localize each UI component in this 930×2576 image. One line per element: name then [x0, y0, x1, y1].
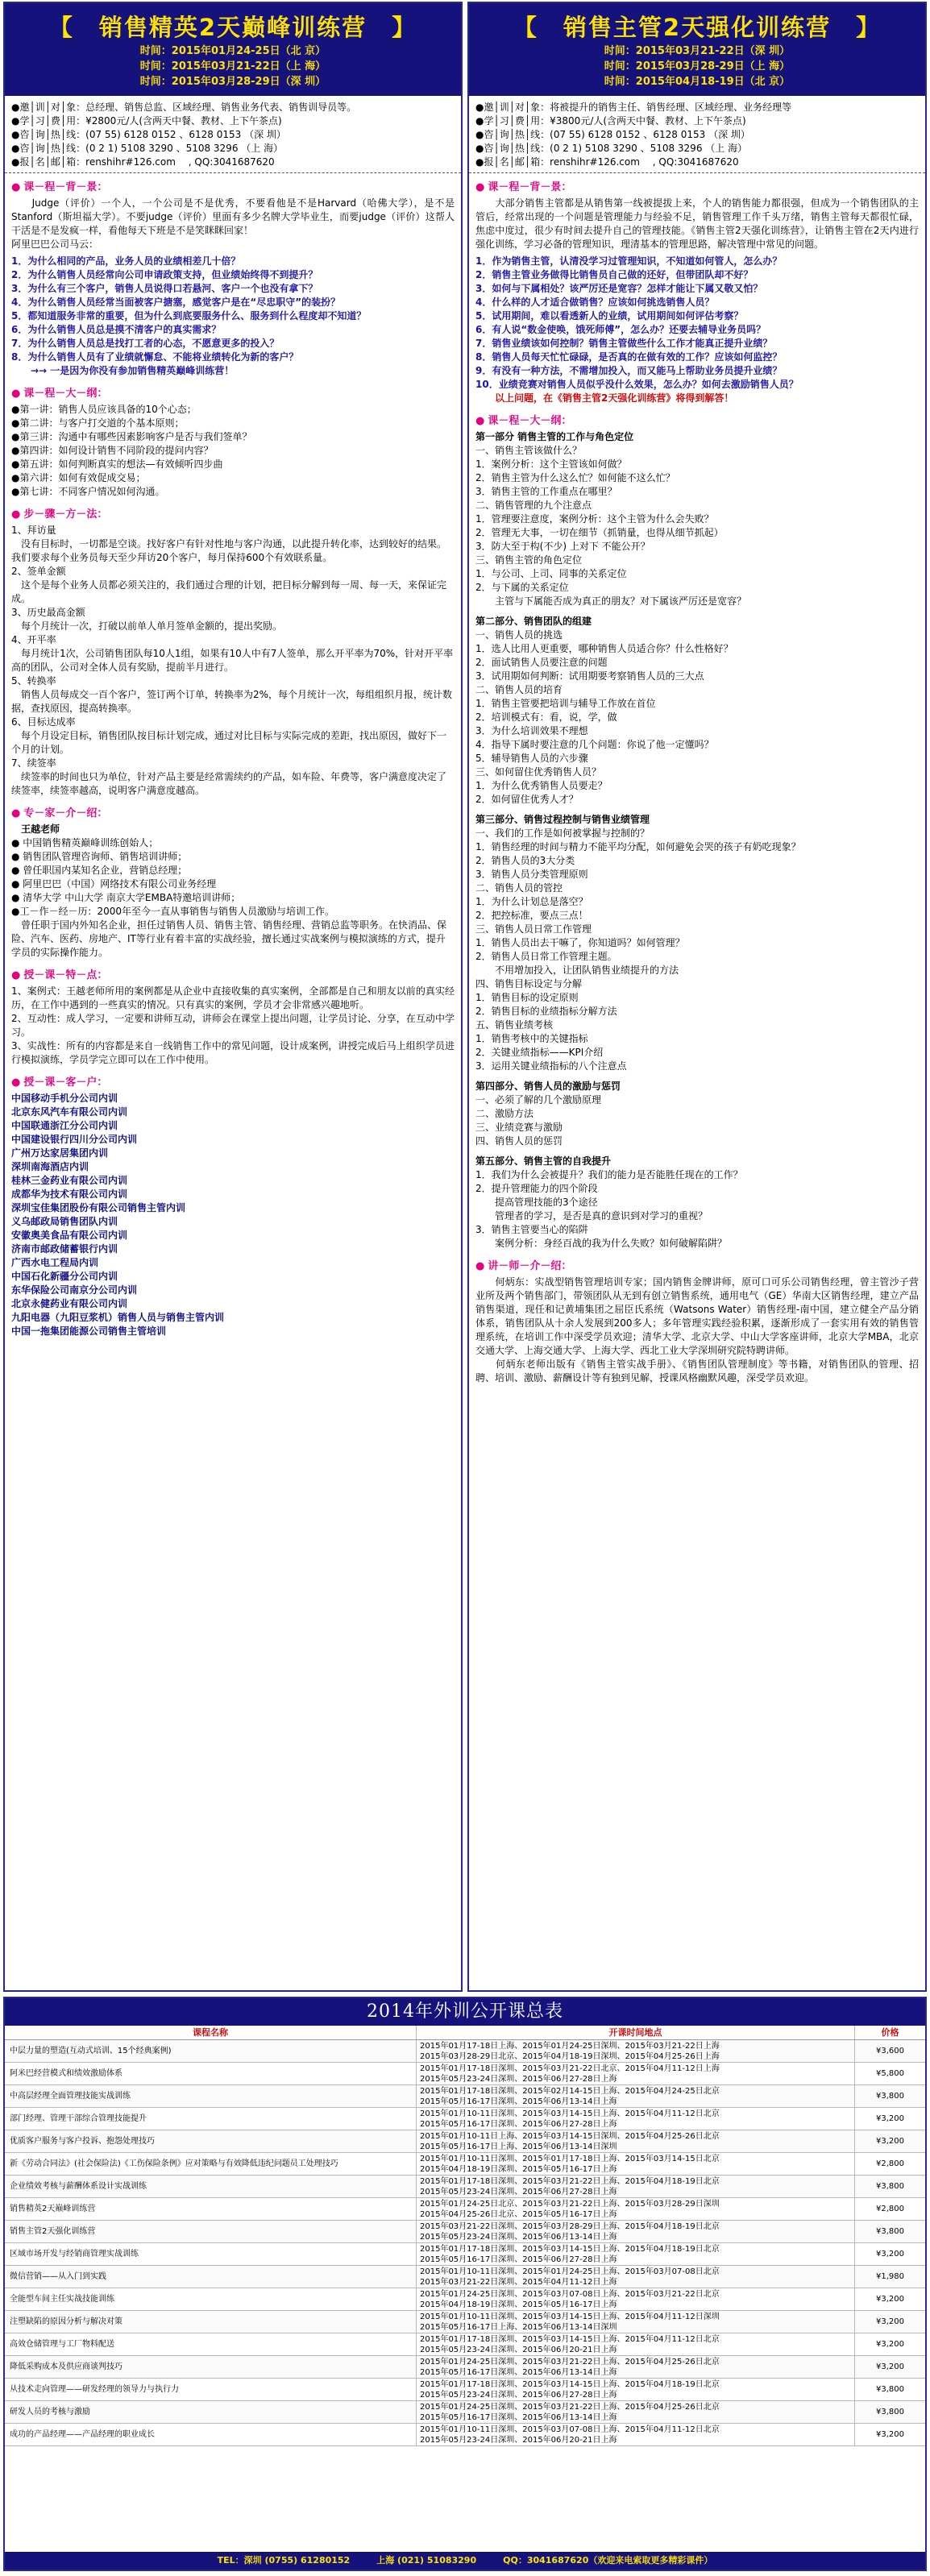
course-dates-cell: 2015年01月17-18日深圳、2015年03月14-15日上海、2015年04月18-19日北京 2015年05月16-17日深圳、2015年06月27-28日上海	[416, 2243, 854, 2265]
right-outline-item: 2．销售人员日常工作管理主题。	[475, 951, 617, 962]
left-outline-heading: ● 课－程－大－纲：	[11, 388, 108, 400]
course-price-cell: ¥2,800	[854, 2153, 925, 2175]
right-outline-item: 2．销售主管为什么这么忙？如何能不这么忙？	[475, 472, 675, 483]
right-outline-item: 1．销售经理的时间与精力不能平均分配，如何避免会哭的孩子有奶吃现象？	[475, 841, 801, 852]
course-dates-cell: 2015年01月17-18日深圳、2015年03月21-22日上海、2015年04月18-19日北京 2015年05月23-24日深圳、2015年06月27-28日上海	[416, 2176, 854, 2197]
course-dates-cell: 2015年01月24-25日深圳、2015年03月07-08日上海、2015年03月21-22日北京 2015年04月18-19日深圳、2015年05月16-17日上海	[416, 2288, 854, 2310]
course-dates-cell: 2015年01月17-18日深圳、2015年03月14-15日上海、2015年04月18-19日北京 2015年05月23-24日深圳、2015年06月27-28日上海	[416, 2379, 854, 2400]
course-dates-cell: 2015年03月21-22日深圳、2015年03月28-29日上海、2015年04月18-19日北京 2015年05月23-24日深圳、2015年06月13-14日上海	[416, 2221, 854, 2242]
right-outline-item: 一、我们的工作是如何被掌握与控制的？	[475, 828, 650, 839]
left-date-2: 时间：2015年03月21-22日（上 海）	[139, 60, 326, 73]
right-outline-item: 第三部分、销售过程控制与销售业绩管理	[475, 814, 650, 825]
course-name-cell[interactable]: 微信营销——从入门到实践	[10, 2272, 106, 2281]
right-question-9: 9．有没有一种方法，不需增加投入，而又能马上帮助业务员提升业绩？	[475, 365, 783, 376]
course-price-cell: ¥3,200	[854, 2288, 925, 2310]
right-question-10: 10．业绩竞赛对销售人员似乎没什么效果，怎么办？如何去激励销售人员？	[475, 379, 799, 390]
client-item: 中国移动手机分公司内训	[11, 1093, 118, 1104]
course-name-cell[interactable]: 企业绩效考核与薪酬体系设计实战训练	[10, 2182, 147, 2191]
left-course-title: 【 销售精英2天巅峰训练营 】	[48, 14, 417, 41]
right-question-8: 8．销售人员每天忙忙碌碌，是否真的在做有效的工作？应该如何监控？	[475, 351, 783, 363]
right-outline-item: 2．如何留住优秀人才？	[475, 794, 579, 805]
left-expert-item-4: ● 阿里巴巴（中国）网络技术有限公司业务经理	[11, 878, 217, 890]
left-features-text: 1、案例式：王越老师所用的案例都是从企业中直接收集的真实案例，全部都是自己和朋友以前的真实经历，在工作中遇到的一些真实的情况。只有真实的案例，学员才会非常感兴趣地听。 2、互动性：成人学习，一定要和讲师互动，讲师会在课堂上提出问题，让学员讨论、分享，在互动中学习。 3、实战性：所有的内容都是来自一线销售工作中的常见问题，设计成案例，讲授完成后马上组织学员进行模拟演练，学员学完立即可以在工作中使用。	[11, 985, 455, 1065]
left-date-3: 时间：2015年03月28-29日（深 圳）	[139, 76, 326, 88]
right-outline-item: 2．销售人员的3大分类	[475, 855, 575, 866]
left-method-heading: ● 步－骤－方－法：	[11, 508, 108, 521]
left-method-3-title: 3、历史最高金额	[11, 607, 85, 618]
left-question-conclusion: →→ 一是因为你没有参加销售精英巅峰训练营！	[11, 365, 235, 376]
course-name-cell[interactable]: 成功的产品经理——产品经理的职业成长	[10, 2430, 155, 2439]
course-dates-cell: 2015年01月17-18日深圳、2015年03月21-22日北京、2015年04月11-12日上海 2015年05月23-24日深圳、2015年06月27-28日上海	[416, 2063, 854, 2084]
right-expert-text: 何炳东：实战型销售管理培训专家；国内销售金牌讲师，原可口可乐公司销售经理，曾主管沙子营业所及两个销售部门，带领团队从无到有创立销售系统，通用电气（GE）华南大区销售经理，建立产品销售渠道，现任和记黄埔集团之屈臣氏系统（Watsons Water）销售经理-南中国，建立健全产品分销体系，销售团队从十余人发展到200多人；多年管理实践经验积累，逐渐形成了一套实用有效的销售管理系统，在培训工作中深受学员欢迎；清华大学、北京大学、中山大学客座讲师，北京大学MBA，北京交通大学、上海交通大学、上海大学、西北工业大学深圳研究院特聘讲师。 何炳东老师出版有《销售主管实战手册》、《销售团队管理制度》等书籍，对销售团队的管理、招聘、培训、激励、薪酬设计等有独到见解，授课风格幽默风趣，深受学员欢迎。	[475, 1276, 919, 1383]
course-name-cell[interactable]: 全能型车间主任实战技能训练	[10, 2295, 114, 2304]
right-outline-item: 二、销售管理的九个注意点	[475, 500, 592, 511]
right-outline-item: 2．培训模式有：看，说，学，做	[475, 711, 617, 723]
right-outline-item: 2．关键业绩指标——KPI介绍	[475, 1047, 604, 1058]
right-outline-item: 三、销售人员日常工作管理	[475, 923, 592, 935]
right-outline-item: 2．把控标准，要点三点！	[475, 910, 588, 921]
right-outline-item: 二、销售人员的培育	[475, 684, 563, 695]
left-outline-list	[5, 401, 461, 500]
right-outline-item: 2．销售目标的业绩指标分解方法	[475, 1006, 617, 1017]
right-question-2: 2．销售主管业务做得比销售员自己做的还好，但带团队却不好？	[475, 269, 754, 280]
client-item: 中国建设银行四川分公司内训	[11, 1134, 138, 1145]
right-outline-item: 1．为什么计划总是落空？	[475, 896, 588, 907]
course-dates-cell: 2015年01月10-11日深圳、2015年03月07-08日上海、2015年04月11-12日北京 2015年05月23-24日深圳、2015年06月20-21日上海	[416, 2424, 854, 2445]
right-outline-item: 5．辅导销售人员的六步骤	[475, 753, 588, 764]
right-outline-item: 3．防大至于构(不少) 上对下 不能公开？	[475, 541, 650, 552]
course-columns	[3, 2, 927, 1992]
client-item: 九阳电器（九阳豆浆机）销售人员与销售主管内训	[11, 1312, 225, 1323]
left-question-1: 1．为什么相同的产品，业务人员的业绩相差几十倍？	[11, 255, 241, 267]
course-name-cell[interactable]: 优质客户服务与客户投诉、抱怨处理技巧	[10, 2137, 155, 2146]
right-date-1: 时间：2015年03月21-22日（深 圳）	[604, 45, 791, 57]
right-course-panel	[467, 2, 927, 1992]
right-banner	[469, 3, 925, 96]
course-name-cell[interactable]: 降低采购成本及供应商谈判技巧	[10, 2362, 122, 2371]
right-outline-item: 1．我们为什么会被提升？我们的能力是否能胜任现在的工作？	[475, 1169, 743, 1180]
table-row	[5, 2288, 925, 2311]
right-date-2: 时间：2015年03月28-29日（上 海）	[604, 60, 791, 73]
right-outline-item: 3．为什么培训效果不理想	[475, 725, 588, 736]
course-dates-cell: 2015年01月24-25日深圳、2015年03月21-22日上海、2015年04月25-26日北京 2015年05月16-17日深圳、2015年06月13-14日上海	[416, 2401, 854, 2423]
right-expert-heading: ● 讲－师－介－绍：	[475, 1260, 572, 1272]
left-method-3-text: 每个月统计一次，打破以前单人单月签单金额的，提出奖励。	[11, 620, 283, 632]
left-method-4-text: 每月统计1次，公司销售团队每10人1组，如果有10人中有7人签单，那么开平率为70%，针对开平率高的团队，公司对全体人员有奖励，提前半月进行。	[11, 648, 454, 673]
right-question-6: 6．有人说“数金使唤，饿死师傅”，怎么办？还要去辅导业务员吗？	[475, 324, 766, 335]
table-row	[5, 2379, 925, 2401]
course-name-cell[interactable]: 销售精英2天巅峰训练营	[10, 2205, 96, 2213]
left-info-phone-sz: ●咨│询│热│线：(07 55) 6128 0152 、6128 0153 （深 圳）	[11, 129, 286, 140]
client-item: 中国一拖集团能源公司销售主管培训	[11, 1325, 167, 1337]
left-question-8: 8．为什么销售人员有了业绩就懈怠、不能将业绩转化为新的客户？	[11, 351, 299, 363]
course-price-cell: ¥3,200	[854, 2311, 925, 2333]
right-info-audience: ●邀│训│对│象：将被提升的销售主任、销售经理、区域经理、业务经理等	[475, 102, 792, 113]
left-outline-2: ●第二讲：与客户打交道的个基本原则；	[11, 417, 185, 429]
contact-footer: TEL：深圳 (0755) 61280152 上海 (021) 51083290 QQ：3041687620（欢迎来电索取更多精彩课件）	[5, 2552, 925, 2570]
left-expert-item-3: ● 曾任职国内某知名企业，营销总经理；	[11, 865, 188, 876]
right-outline-item: 2．管理无大事，一切在细节（抓销量，也得从细节抓起）	[475, 527, 724, 538]
left-clients-heading: ● 授－课－客－户：	[11, 1076, 108, 1089]
left-method-6-text: 每个月设定目标，销售团队按目标计划完成，通过对比目标与实际完成的差距，找出原因，做好下一个月的计划。	[11, 730, 447, 755]
right-outline-item: 4．指导下属时要注意的几个问题：你说了他一定懂吗？	[475, 739, 714, 750]
table-row	[5, 2063, 925, 2085]
client-item: 济南市邮政储蓄银行内训	[11, 1243, 118, 1255]
course-price-cell: ¥5,800	[854, 2063, 925, 2084]
schedule-header-row	[5, 2026, 925, 2040]
course-name-cell[interactable]: 注塑缺陷的原因分析与解决对策	[10, 2317, 122, 2326]
left-outline-5: ●第五讲：如何判断真实的想法—有效倾听四步曲	[11, 458, 223, 470]
right-info-phone-sh: ●咨│询│热│线：(0 2 1) 5108 3290 、5108 3296 （上 海）	[475, 143, 748, 154]
course-name-cell[interactable]: 阿米巴经营模式和绩效激励体系	[10, 2069, 122, 2078]
course-dates-cell: 2015年01月17-18日深圳、2015年02月14-15日上海、2015年04月24-25日北京 2015年05月16-17日深圳、2015年06月13-14日上海	[416, 2085, 854, 2107]
client-item: 深圳南海酒店内训	[11, 1161, 89, 1172]
left-info-fee: ●学│习│费│用：¥2800元/人(含两天中餐、教材、上下午茶点)	[11, 115, 282, 127]
right-outline-item: 三、销售主管的角色定位	[475, 554, 583, 566]
left-banner	[5, 3, 461, 96]
right-outline-item: 1．销售考核中的关键指标	[475, 1033, 588, 1044]
schedule-table	[3, 1997, 927, 2571]
left-outline-4: ●第四讲：如何设计销售不同阶段的提问内容？	[11, 445, 214, 456]
right-outline-item: 三、业绩竞赛与激励	[475, 1122, 563, 1133]
course-dates-cell: 2015年01月17-18日深圳、2015年03月14-15日上海、2015年04月11-12日北京 2015年05月23-24日深圳、2015年06月20-21日上海	[416, 2333, 854, 2355]
right-outline-list	[469, 429, 925, 1252]
right-outline-item: 四、销售目标设定与分解	[475, 978, 583, 989]
course-name-cell[interactable]: 新《劳动合同法》(社会保险法)《工伤保险条例》应对策略与有效降低违纪问题员工处理技巧	[10, 2159, 338, 2168]
table-row	[5, 2401, 925, 2424]
right-background-text: 大部分销售主管都是从销售第一线被提拔上来，个人的销售能力都很强，但成为一个销售团队的主管后，经常出现的一个问题是管理能力与经验不足，销售管理工作千头万绪，销售主管每天都很忙碌，焦虑中度过，很少有时间去提升自己的管理技能。《销售主管2天强化训练营》，让销售主管在2天内进行强化训练，学习必备的管理知识，理清基本的管理思路，解决管理中常见的问题。	[475, 197, 919, 250]
left-question-7: 7．为什么销售人员总是找打工者的心态，不愿意更多的投入？	[11, 338, 280, 349]
right-outline-item: 案例分析：身经百战的我为什么失败？如何破解陷阱？	[475, 1238, 728, 1249]
left-date-1: 时间：2015年01月24-25日（北 京）	[139, 45, 326, 57]
right-outline-item: 1．选人比用人更重要，哪种销售人员适合你？什么性格好？	[475, 643, 733, 654]
course-price-cell: ¥2,800	[854, 2198, 925, 2220]
client-item: 广州万达家居集团内训	[11, 1147, 109, 1159]
course-price-cell: ¥3,200	[854, 2356, 925, 2378]
table-row	[5, 2266, 925, 2288]
left-clients-list	[5, 1090, 461, 1343]
course-dates-cell: 2015年01月10-11日深圳、2015年01月17-18日上海、2015年03月14-15日北京 2015年04月18-19日深圳、2015年05月16-17日上海	[416, 2153, 854, 2175]
left-expert-list	[5, 821, 461, 961]
table-row	[5, 2153, 925, 2176]
left-expert-item-1: ● 中国销售精英巅峰训练创始人；	[11, 837, 159, 848]
right-outline-item: 1．与公司、上司、同事的关系定位	[475, 568, 627, 579]
right-outline-item: 1．销售人员出去干嘛了，你知道吗？如何管理？	[475, 937, 685, 948]
right-outline-item: 一、销售主管该做什么？	[475, 445, 583, 456]
left-course-panel	[3, 2, 463, 1992]
client-item: 中国石化新疆分公司内训	[11, 1271, 118, 1282]
course-name-cell[interactable]: 部门经理、管理干部综合管理技能提升	[10, 2114, 147, 2123]
left-question-3: 3．为什么有三个客户，销售人员说得口若悬河、客户一个也没有拿下？	[11, 283, 318, 294]
left-info-email[interactable]: ●报│名│邮│箱：renshihr#126.com , QQ:3041687620	[11, 156, 275, 168]
left-method-6-title: 6、目标达成率	[11, 716, 76, 728]
right-question-3: 3．如何与下属相处？该严厉还是宽容？怎样才能让下属又敬又怕？	[475, 283, 763, 294]
course-dates-cell: 2015年01月24-25日北京、2015年03月21-22日上海、2015年03月28-29日深圳 2015年04月25-26日北京、2015年05月16-17日上海	[416, 2198, 854, 2220]
table-row	[5, 2130, 925, 2153]
left-info-block	[5, 96, 461, 173]
course-price-cell: ¥3,200	[854, 2333, 925, 2355]
right-course-title: 【 销售主管2天强化训练营 】	[513, 14, 882, 41]
course-price-cell: ¥3,800	[854, 2401, 925, 2423]
schedule-body	[5, 2040, 925, 2446]
client-item: 北京东风汽车有限公司内训	[11, 1106, 128, 1118]
right-outline-item: 3．销售主管的工作重点在哪里？	[475, 486, 617, 497]
table-row	[5, 2333, 925, 2356]
left-expert-experience-text: 曾任职于国内外知名企业，担任过销售人员、销售主管、销售经理、营销总监等职务。在快消品、保险、汽车、医药、房地产、IT等行业有着丰富的实战经验，擅长通过实战案例与模拟演练的方式，提升学员的实际操作能力。	[11, 919, 447, 958]
table-row	[5, 2108, 925, 2130]
left-question-4: 4．为什么销售人员经常当面被客户搪塞，感觉客户是在“尽忠职守”的装扮？	[11, 297, 341, 308]
right-outline-item: 二、销售人员的管控	[475, 882, 563, 894]
left-question-5: 5．都知道服务非常的重要，但为什么到底要服务什么、服务到什么程度却不知道？	[11, 310, 367, 321]
right-outline-item: 一、销售人员的挑选	[475, 629, 563, 641]
client-item: 广西水电工程局内训	[11, 1257, 99, 1268]
right-info-fee: ●学│习│费│用：¥3800元/人(含两天中餐、教材、上下午茶点)	[475, 115, 746, 127]
table-row	[5, 2424, 925, 2446]
right-question-7: 7．销售业绩该如何控制？销售主管做些什么工作才能真正提升业绩？	[475, 338, 773, 349]
course-name-cell[interactable]: 中层力量的塑造(互动式培训、15个经典案例)	[10, 2047, 172, 2055]
course-dates-cell: 2015年01月10-11日深圳、2015年01月24-25日上海、2015年03月07-08日北京 2015年03月21-22日深圳、2015年04月11-12日上海	[416, 2266, 854, 2288]
left-method-list	[5, 522, 461, 799]
left-background-questions	[5, 253, 461, 380]
table-row	[5, 2040, 925, 2063]
left-info-audience: ●邀│训│对│象：总经理、销售总监、区域经理、销售业务代表、销售训导员等。	[11, 102, 357, 113]
left-outline-7: ●第七讲：不同客户情况如何沟通。	[11, 486, 165, 497]
right-outline-item: 不用增加投入，让团队销售业绩提升的方法	[475, 964, 679, 976]
right-outline-item: 3．销售人员分类管理原则	[475, 869, 588, 880]
client-item: 义乌邮政局销售团队内训	[11, 1216, 118, 1227]
client-item: 深圳宝佳集团股份有限公司销售主管内训	[11, 1202, 186, 1213]
table-row	[5, 2198, 925, 2221]
course-dates-cell: 2015年01月17-18日上海、2015年01月24-25日深圳、2015年03月21-22日上海 2015年03月28-29日北京、2015年04月18-19日深圳、2015年04月25-26日上海	[416, 2040, 854, 2062]
left-background-heading: ● 课－程－背－景：	[11, 181, 108, 193]
header-price: 价格	[854, 2026, 925, 2039]
right-question-4: 4．什么样的人才适合做销售？应该如何挑选销售人员？	[475, 297, 715, 308]
right-outline-item: 一、必须了解的几个激励原理	[475, 1094, 602, 1105]
right-outline-item: 2．面试销售人员要注意的问题	[475, 657, 608, 668]
right-outline-item: 五、销售业绩考核	[475, 1019, 554, 1031]
table-row	[5, 2243, 925, 2266]
right-outline-item: 主管与下属能否成为真正的朋友？对下属该严厉还是宽容？	[475, 595, 747, 607]
right-outline-item: 管理者的学习，是否是真的意识到对学习的重视？	[475, 1210, 708, 1222]
left-method-7-text: 续签率的时间也只为单位，针对产品主要是经常需续约的产品，如车险、年费等，客户满意度决定了续签率，续签率越高，说明客户满意度越高。	[11, 771, 447, 796]
left-method-7-title: 7、续签率	[11, 757, 56, 769]
table-row	[5, 2085, 925, 2108]
course-price-cell: ¥3,600	[854, 2040, 925, 2062]
course-price-cell: ¥3,200	[854, 2108, 925, 2130]
right-info-email[interactable]: ●报│名│邮│箱：renshihr#126.com , QQ:3041687620	[475, 156, 739, 168]
right-background-questions	[469, 253, 925, 407]
right-outline-item: 第五部分、销售主管的自我提升	[475, 1155, 612, 1167]
right-outline-item: 1．销售目标的设定原则	[475, 992, 579, 1003]
course-dates-cell: 2015年01月10-11日深圳、2015年03月14-15日上海、2015年04月11-12日深圳 2015年05月16-17日上海、2015年06月13-14日深圳	[416, 2311, 854, 2333]
left-method-5-title: 5、转换率	[11, 675, 56, 687]
left-features-heading: ● 授－课－特－点：	[11, 969, 108, 981]
course-price-cell: ¥3,800	[854, 2221, 925, 2242]
right-outline-item: 第二部分、销售团队的组建	[475, 616, 592, 627]
left-method-2-text: 这个是每个业务人员都必须关注的，我们通过合理的计划，把目标分解到每一周、每一天，来保证完成。	[11, 579, 447, 604]
course-dates-cell: 2015年01月10-11日深圳、2015年03月14-15日上海、2015年04月11-12日北京 2015年05月16-17日深圳、2015年06月27-28日上海	[416, 2108, 854, 2130]
right-date-3: 时间：2015年04月18-19日（北 京）	[604, 76, 791, 88]
right-outline-item: 3．运用关键业绩指标的八个注意点	[475, 1060, 627, 1072]
left-expert-item-5: ● 清华大学 中山大学 南京大学EMBA特邀培训讲师；	[11, 892, 241, 903]
left-method-5-text: 销售人员每成交一百个客户，签订两个订单，转换率为2%，每个月统计一次，每组组织月报，统计数据，查找原因，提高转换率。	[11, 689, 453, 714]
course-name-cell[interactable]: 区域市场开发与经销商管理实战训练	[10, 2250, 139, 2259]
right-background-heading: ● 课－程－背－景：	[475, 181, 572, 193]
right-outline-item: 二、激励方法	[475, 1108, 534, 1119]
course-price-cell: ¥3,800	[854, 2176, 925, 2197]
course-dates-cell: 2015年01月24-25日深圳、2015年03月21-22日上海、2015年04月25-26日北京 2015年05月16-17日深圳、2015年06月13-14日上海	[416, 2356, 854, 2378]
right-outline-item: 1．案例分析：这个主管该如何做？	[475, 458, 627, 470]
left-expert-name: 王越老师	[11, 823, 60, 835]
table-row	[5, 2176, 925, 2198]
client-item: 桂林三金药业有限公司内训	[11, 1175, 128, 1186]
left-question-2: 2．为什么销售人员经常向公司申请政策支持，但业绩始终得不到提升？	[11, 269, 318, 280]
course-name-cell[interactable]: 销售主管2天强化训练营	[10, 2227, 96, 2236]
right-outline-item: 三、如何留住优秀销售人员？	[475, 766, 602, 778]
course-name-cell[interactable]: 高效仓储管理与工厂物料配送	[10, 2340, 114, 2349]
right-outline-item: 1．销售主管要把培训与辅导工作放在首位	[475, 698, 656, 709]
left-expert-item-2: ● 销售团队管理咨询师、销售培训讲师；	[11, 851, 188, 862]
left-expert-heading: ● 专－家－介－绍：	[11, 807, 108, 819]
right-question-1: 1．作为销售主管，认清没学习过管理知识，不知道如何管人，怎么办？	[475, 255, 783, 267]
course-dates-cell: 2015年01月10-11日上海、2015年03月14-15日深圳、2015年04月25-26日北京 2015年05月16-17日上海、2015年06月13-14日深圳	[416, 2130, 854, 2152]
left-info-phone-sh: ●咨│询│热│线：(0 2 1) 5108 3290 、5108 3296 （上 海）	[11, 143, 284, 154]
left-outline-3: ●第三讲：沟通中有哪些因素影响客户是否与我们签单？	[11, 431, 252, 442]
left-outline-1: ●第一讲：销售人员应该具备的10个心态；	[11, 404, 197, 415]
left-expert-experience-title: ●工－作－经－历：2000年至今一直从事销售与销售人员激励与培训工作。	[11, 906, 335, 917]
course-price-cell: ¥3,200	[854, 2130, 925, 2152]
right-outline-item: 1．为什么优秀销售人员要走？	[475, 780, 608, 791]
right-info-block	[469, 96, 925, 173]
right-outline-item: 2．提升管理能力的四个阶段	[475, 1183, 598, 1194]
table-row	[5, 2311, 925, 2333]
course-price-cell: ¥3,200	[854, 2424, 925, 2445]
right-question-conclusion: 以上问题，在《销售主管2天强化训练营》将得到解答！	[475, 392, 734, 404]
header-dates: 开课时间地点	[416, 2026, 854, 2039]
left-question-6: 6．为什么销售人员总是摸不清客户的真实需求？	[11, 324, 222, 335]
left-method-4-title: 4、开平率	[11, 634, 56, 645]
right-outline-item	[475, 1148, 919, 1155]
right-outline-item	[475, 1073, 919, 1080]
client-item: 北京永健药业有限公司内训	[11, 1298, 128, 1309]
right-outline-item: 第四部分、销售人员的激励与惩罚	[475, 1081, 621, 1092]
client-item: 中国联通浙江分公司内训	[11, 1120, 118, 1131]
course-name-cell[interactable]: 中高层经理全面管理技能实战训练	[10, 2092, 131, 2101]
course-price-cell: ¥3,800	[854, 2379, 925, 2400]
header-course-name: 课程名称	[193, 2026, 228, 2038]
left-method-1-title: 1、拜访量	[11, 525, 56, 536]
right-outline-item	[475, 807, 919, 813]
client-item: 东华保险公司南京分公司内训	[11, 1284, 138, 1296]
right-outline-item: 第一部分 销售主管的工作与角色定位	[475, 431, 634, 442]
right-outline-item: 2．与下属的关系定位	[475, 582, 569, 593]
course-price-cell: ¥3,200	[854, 2243, 925, 2265]
right-outline-item: 四、销售人员的惩罚	[475, 1135, 563, 1147]
left-outline-6: ●第六讲：如何有效促成交易；	[11, 472, 146, 483]
client-item: 成都华为技术有限公司内训	[11, 1188, 128, 1200]
schedule-title: 2014年外训公开课总表	[5, 1998, 925, 2026]
table-row	[5, 2221, 925, 2243]
right-outline-item: 提高管理技能的3个途径	[475, 1197, 598, 1208]
right-info-phone-sz: ●咨│询│热│线：(07 55) 6128 0152 、6128 0153 （深 圳）	[475, 129, 750, 140]
right-outline-item: 3．试用期如何判断：试用期要考察销售人员的三大点	[475, 670, 704, 682]
right-outline-heading: ● 课－程－大－纲：	[475, 415, 572, 427]
table-row	[5, 2356, 925, 2379]
course-name-cell[interactable]: 研发人员的考核与激励	[10, 2408, 90, 2416]
left-background-text: Judge（评价）一个人，一个公司是不是优秀，不要看他是不是Harvard（哈佛大学），是不是Stanford（斯坦福大学）。不要judge（评价）里面有多少名牌大学毕业生，而要judge（评价）这帮人干活是不是发疯一样，看他每天下班是不是笑眯眯回家！ 阿里巴巴公司马云：	[11, 197, 455, 250]
right-question-5: 5．试用期间，难以看透新人的业绩，试用期间如何评估考察？	[475, 310, 744, 321]
course-name-cell[interactable]: 从技术走向管理——研发经理的领导力与执行力	[10, 2385, 179, 2394]
right-outline-item: 1．管理要注意度，案例分析：这个主管为什么会失败？	[475, 513, 714, 525]
course-price-cell: ¥3,800	[854, 2085, 925, 2107]
left-method-2-title: 2、签单金额	[11, 566, 66, 577]
right-outline-item	[475, 608, 919, 615]
right-outline-item: 3．销售主管要当心的陷阱	[475, 1224, 588, 1235]
left-method-1-text: 没有目标时，一切都是空谈。找好客户有针对性地与客户沟通，以此提升转化率，达到较好的结果。我们要求每个业务员每天至少拜访20个客户，每月保持600个有效联系量。	[11, 538, 447, 563]
course-price-cell: ¥1,980	[854, 2266, 925, 2288]
client-item: 安徽奥美食品有限公司内训	[11, 1230, 128, 1241]
